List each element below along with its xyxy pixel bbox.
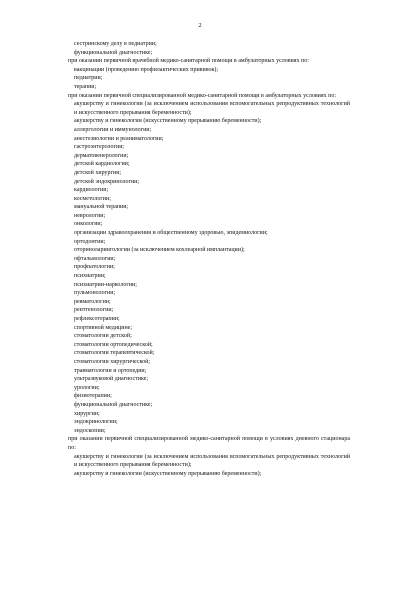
- list-item: дерматовенерологии;: [74, 152, 129, 159]
- list-item: сестринскому делу в педиатрии;: [74, 41, 157, 47]
- list-item: гастроэнтерологии;: [74, 144, 125, 151]
- list-item: онкологии;: [74, 221, 103, 228]
- list-item: организации здравоохранения и общественному здоровью, эпидемиологии;: [74, 230, 268, 237]
- section-heading: при оказании первичной специализированной медико-санитарной помощи в условиях дневного стационара по:: [68, 436, 350, 451]
- list-item: оториноларингологии (за исключением кохлеарной имплантации);: [74, 247, 245, 254]
- list-item: кардиологии;: [74, 187, 109, 194]
- list-item: урологии;: [74, 384, 100, 391]
- list-item: акушерству и гинекологии (за исключением использования вспомогательных репродуктивных технологий и искусственного прерывания беременности);: [74, 453, 350, 469]
- list-item: педиатрии;: [74, 75, 103, 82]
- list-item: функциональной диагностике;: [74, 49, 153, 56]
- list-item: стоматологии детской;: [74, 333, 132, 340]
- section-heading: при оказании первичной специализированной медико-санитарной помощи в амбулаторных условиях по:: [68, 92, 337, 99]
- list-item: травматологии и ортопедии;: [74, 367, 147, 374]
- list-item: акушерству и гинекологии (искусственному прерыванию беременности);: [74, 470, 262, 477]
- list-item: эндоскопии;: [74, 427, 106, 434]
- list-item: рефлексотерапии;: [74, 316, 120, 322]
- list-item: детской хирургии;: [74, 169, 122, 176]
- list-item: профпатологии;: [74, 264, 115, 271]
- document-body: [60, 40, 350, 478]
- list-item: детской кардиологии;: [74, 161, 130, 168]
- list-item: акушерству и гинекологии (искусственному прерыванию беременности);: [74, 118, 262, 125]
- list-item: эндокринологии;: [74, 419, 118, 426]
- list-item: стоматологии ортопедической;: [74, 341, 153, 348]
- page-number: 2: [198, 22, 202, 29]
- list-item: мануальной терапии;: [74, 204, 129, 211]
- list-item: стоматологии хирургической;: [74, 358, 150, 365]
- list-item: косметологии;: [74, 195, 111, 202]
- list-item: вакцинации (проведению профилактических прививок);: [74, 66, 219, 73]
- section-heading: при оказании первичной врачебной медико-санитарной помощи в амбулаторных условиях по:: [68, 58, 309, 65]
- list-item: неврологии;: [74, 212, 106, 219]
- list-item: детской эндокринологии;: [74, 178, 140, 185]
- list-item: офтальмологии;: [74, 255, 116, 262]
- list-item: ортодонтии;: [74, 238, 106, 245]
- list-item: ультразвуковой диагностике;: [74, 376, 149, 383]
- list-item: функциональной диагностике;: [74, 401, 153, 408]
- list-item: психиатрии;: [74, 273, 106, 280]
- list-item: аллергологии и иммунологии;: [74, 126, 152, 133]
- list-item: психиатрии-наркологии;: [74, 281, 137, 288]
- list-item: пульмонологии;: [74, 290, 116, 297]
- list-item: физиотерапии;: [74, 393, 112, 400]
- list-item: акушерству и гинекологии (за исключением использования вспомогательных репродуктивных технологий и искусственного прерывания беременности);: [74, 101, 350, 116]
- list-item: ревматологии;: [74, 298, 111, 305]
- list-item: рентгенологии;: [74, 307, 114, 314]
- list-item: хирургии;: [74, 410, 100, 417]
- list-item: спортивной медицине;: [74, 324, 132, 331]
- list-item: терапии;: [74, 83, 97, 90]
- list-item: стоматологии терапевтической;: [74, 350, 155, 357]
- list-item: анестезиологии и реаниматологии;: [74, 135, 164, 142]
